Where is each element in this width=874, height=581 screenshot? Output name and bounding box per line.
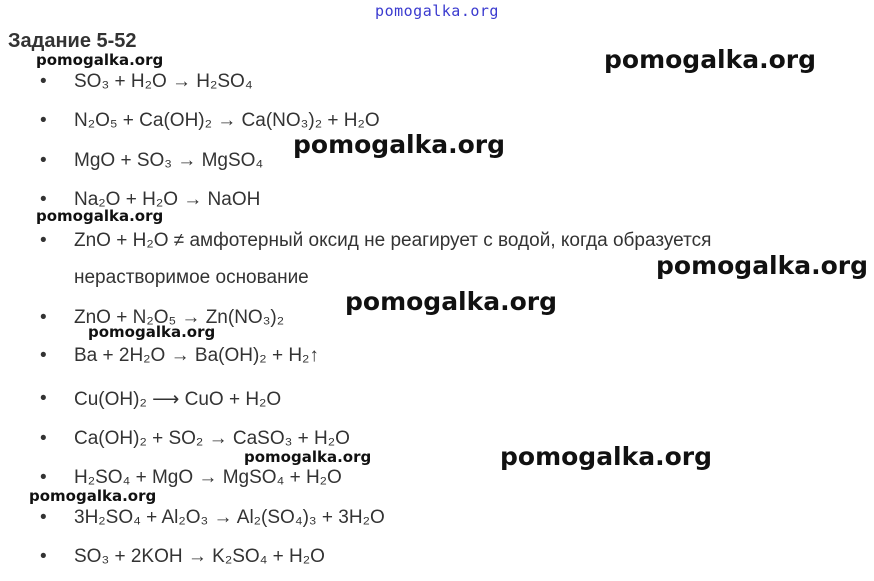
watermark: pomogalka.org xyxy=(656,251,869,280)
bullet: • xyxy=(40,230,47,251)
top-watermark: pomogalka.org xyxy=(375,2,499,20)
reaction-equation: SO₃ + H₂O → H₂SO₄ xyxy=(74,71,253,92)
watermark: pomogalka.org xyxy=(88,323,216,341)
watermark: pomogalka.org xyxy=(36,207,164,225)
watermark: pomogalka.org xyxy=(36,51,164,69)
watermark: pomogalka.org xyxy=(500,442,713,471)
bullet: • xyxy=(40,345,47,366)
watermark: pomogalka.org xyxy=(29,487,157,505)
reaction-equation: MgO + SO₃ → MgSO₄ xyxy=(74,150,264,171)
reaction-continuation: нерастворимое основание xyxy=(74,267,309,288)
bullet: • xyxy=(40,307,47,328)
bullet: • xyxy=(40,110,47,131)
bullet: • xyxy=(40,428,47,449)
bullet: • xyxy=(40,467,47,488)
reaction-equation: ZnO + N₂O₅ → Zn(NO₃)₂ xyxy=(74,307,285,328)
reaction-equation: ZnO + H₂O ≠ амфотерный оксид не реагирует с водой, когда образуется xyxy=(74,230,712,251)
reaction-equation: Ba + 2H₂O → Ba(OH)₂ + H₂↑ xyxy=(74,345,319,366)
bullet: • xyxy=(40,71,47,92)
watermark: pomogalka.org xyxy=(345,287,558,316)
reaction-equation: 3H₂SO₄ + Al₂O₃ → Al₂(SO₄)₃ + 3H₂O xyxy=(74,507,385,528)
watermark: pomogalka.org xyxy=(293,130,506,159)
bullet: • xyxy=(40,150,47,171)
reaction-equation: Na₂O + H₂O → NaOH xyxy=(74,189,261,210)
reaction-equation: Ca(OH)₂ + SO₂ → CaSO₃ + H₂O xyxy=(74,428,350,449)
bullet: • xyxy=(40,189,47,210)
watermark: pomogalka.org xyxy=(244,448,372,466)
watermark: pomogalka.org xyxy=(604,45,817,74)
reaction-equation: H₂SO₄ + MgO → MgSO₄ + H₂O xyxy=(74,467,342,488)
page-title: Задание 5-52 xyxy=(8,30,137,52)
bullet: • xyxy=(40,546,47,567)
reaction-equation: SO₃ + 2KOH → K₂SO₄ + H₂O xyxy=(74,546,325,567)
bullet: • xyxy=(40,388,47,409)
bullet: • xyxy=(40,507,47,528)
reaction-equation: N₂O₅ + Ca(OH)₂ → Ca(NO₃)₂ + H₂O xyxy=(74,110,380,131)
reaction-equation: Cu(OH)₂ ⟶ CuO + H₂O xyxy=(74,389,282,410)
